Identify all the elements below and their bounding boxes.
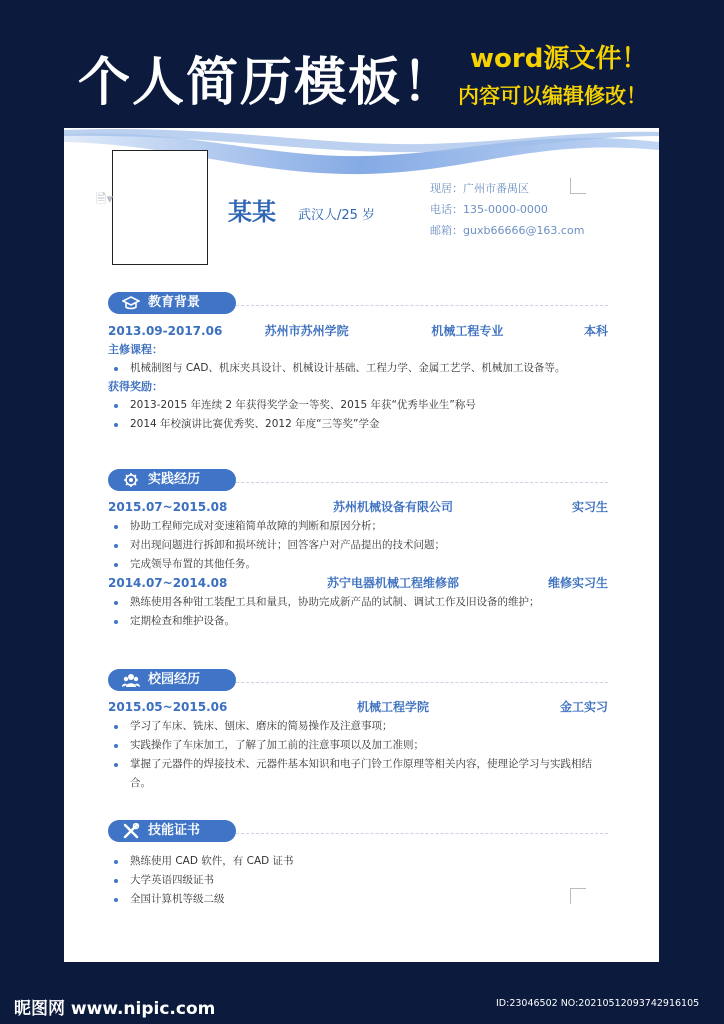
divider xyxy=(236,305,608,306)
education-heading xyxy=(108,292,236,314)
campus-heading xyxy=(108,669,236,691)
education-school: 苏州市苏州学院 xyxy=(264,324,349,338)
list-item: 实践操作了车床加工，了解了加工前的注意事项以及加工准则； xyxy=(108,736,608,755)
practice-job1-row xyxy=(108,498,608,517)
contact-address: 现居：广州市番禺区 xyxy=(430,182,529,195)
people-icon xyxy=(122,672,140,688)
list-item: 完成领导布置的其他任务。 xyxy=(108,555,608,574)
list-item: 全国计算机等级二级 xyxy=(108,890,608,909)
job2-period: 2014.07~2014.08 xyxy=(108,576,228,590)
divider xyxy=(236,833,608,834)
banner-subtitle-word: word源文件！ xyxy=(470,44,648,74)
job2-position: 维修实习生 xyxy=(547,576,608,590)
list-item: 机械制图与 CAD、机床夹具设计、机械设计基础、工程力学、金属工艺学、机械加工设备等。 xyxy=(108,359,608,378)
list-item: 学习了车床、铣床、刨床、磨床的简易操作及注意事项； xyxy=(108,717,608,736)
practice-section xyxy=(108,469,608,631)
education-degree: 本科 xyxy=(583,324,608,338)
banner-subtitle-editable: 内容可以编辑修改！ xyxy=(458,84,647,108)
contact-phone: 电话：135-0000-0000 xyxy=(430,203,548,216)
list-item: 熟练使用 CAD 软件，有 CAD 证书 xyxy=(108,852,608,871)
graduation-cap-icon xyxy=(122,295,140,311)
job1-company: 苏州机械设备有限公司 xyxy=(332,500,453,514)
gear-icon xyxy=(122,472,140,488)
contact-info xyxy=(430,178,584,241)
contact-email: 邮箱：guxb66666@163.com xyxy=(430,224,585,237)
education-title: 教育背景 xyxy=(148,295,201,310)
skills-section xyxy=(108,820,608,909)
list-item: 2013-2015 年连续 2 年获得奖学金一等奖、2015 年获“优秀毕业生”称号 xyxy=(108,396,608,415)
divider xyxy=(236,482,608,483)
campus-college: 机械工程学院 xyxy=(356,700,429,714)
corner-mark-top xyxy=(570,178,586,194)
campus-activity: 金工实习 xyxy=(559,700,608,714)
courses-list xyxy=(108,359,608,378)
candidate-name: 某某 xyxy=(228,198,276,226)
watermark-site: 昵图网 www.nipic.com xyxy=(14,999,216,1019)
corner-mark-bottom xyxy=(570,888,586,904)
campus-section xyxy=(108,669,608,793)
education-period: 2013.09-2017.06 xyxy=(108,324,223,338)
photo-placeholder[interactable] xyxy=(112,150,208,265)
job1-position: 实习生 xyxy=(571,500,608,514)
practice-job2-row xyxy=(108,574,608,593)
skills-title: 技能证书 xyxy=(148,823,201,838)
courses-label: 主修课程： xyxy=(108,343,163,356)
awards-label: 获得奖励： xyxy=(108,380,163,393)
candidate-origin-age: 武汉人/25 岁 xyxy=(298,208,376,223)
campus-title: 校园经历 xyxy=(148,672,201,687)
list-item: 协助工程师完成对变速箱简单故障的判断和原因分析； xyxy=(108,517,608,536)
list-item: 定期检查和维护设备。 xyxy=(108,612,608,631)
job2-company: 苏宁电器机械工程维修部 xyxy=(326,576,459,590)
divider xyxy=(236,682,608,683)
education-row xyxy=(108,322,608,341)
campus-period: 2015.05~2015.06 xyxy=(108,700,228,714)
practice-title: 实践经历 xyxy=(148,472,201,487)
education-major: 机械工程专业 xyxy=(431,324,504,338)
job2-duties xyxy=(108,593,608,631)
skills-list xyxy=(108,852,608,909)
skills-heading xyxy=(108,820,236,842)
list-item: 熟练使用各种钳工装配工具和量具，协助完成新产品的试制、调试工作及旧设备的维护； xyxy=(108,593,608,612)
campus-items xyxy=(108,717,608,793)
watermark-id: ID:23046502 NO:20210512093742916105 xyxy=(496,998,700,1009)
tools-icon xyxy=(122,823,140,839)
job1-period: 2015.07~2015.08 xyxy=(108,500,228,514)
education-section xyxy=(108,292,608,434)
awards-list xyxy=(108,396,608,434)
list-item: 大学英语四级证书 xyxy=(108,871,608,890)
list-item: 2014 年校演讲比赛优秀奖、2012 年度“三等奖”学金 xyxy=(108,415,608,434)
document-icon: 🗎▾ xyxy=(96,192,113,207)
list-item: 掌握了元器件的焊接技术、元器件基本知识和电子门铃工作原理等相关内容，使理论学习与实践相结合。 xyxy=(108,755,608,793)
campus-row xyxy=(108,698,608,717)
job1-duties xyxy=(108,517,608,574)
list-item: 对出现问题进行拆卸和损坏统计；回答客户对产品提出的技术问题； xyxy=(108,536,608,555)
banner-title: 个人简历模板！ xyxy=(78,53,457,113)
practice-heading xyxy=(108,469,236,491)
resume-page xyxy=(64,128,659,962)
